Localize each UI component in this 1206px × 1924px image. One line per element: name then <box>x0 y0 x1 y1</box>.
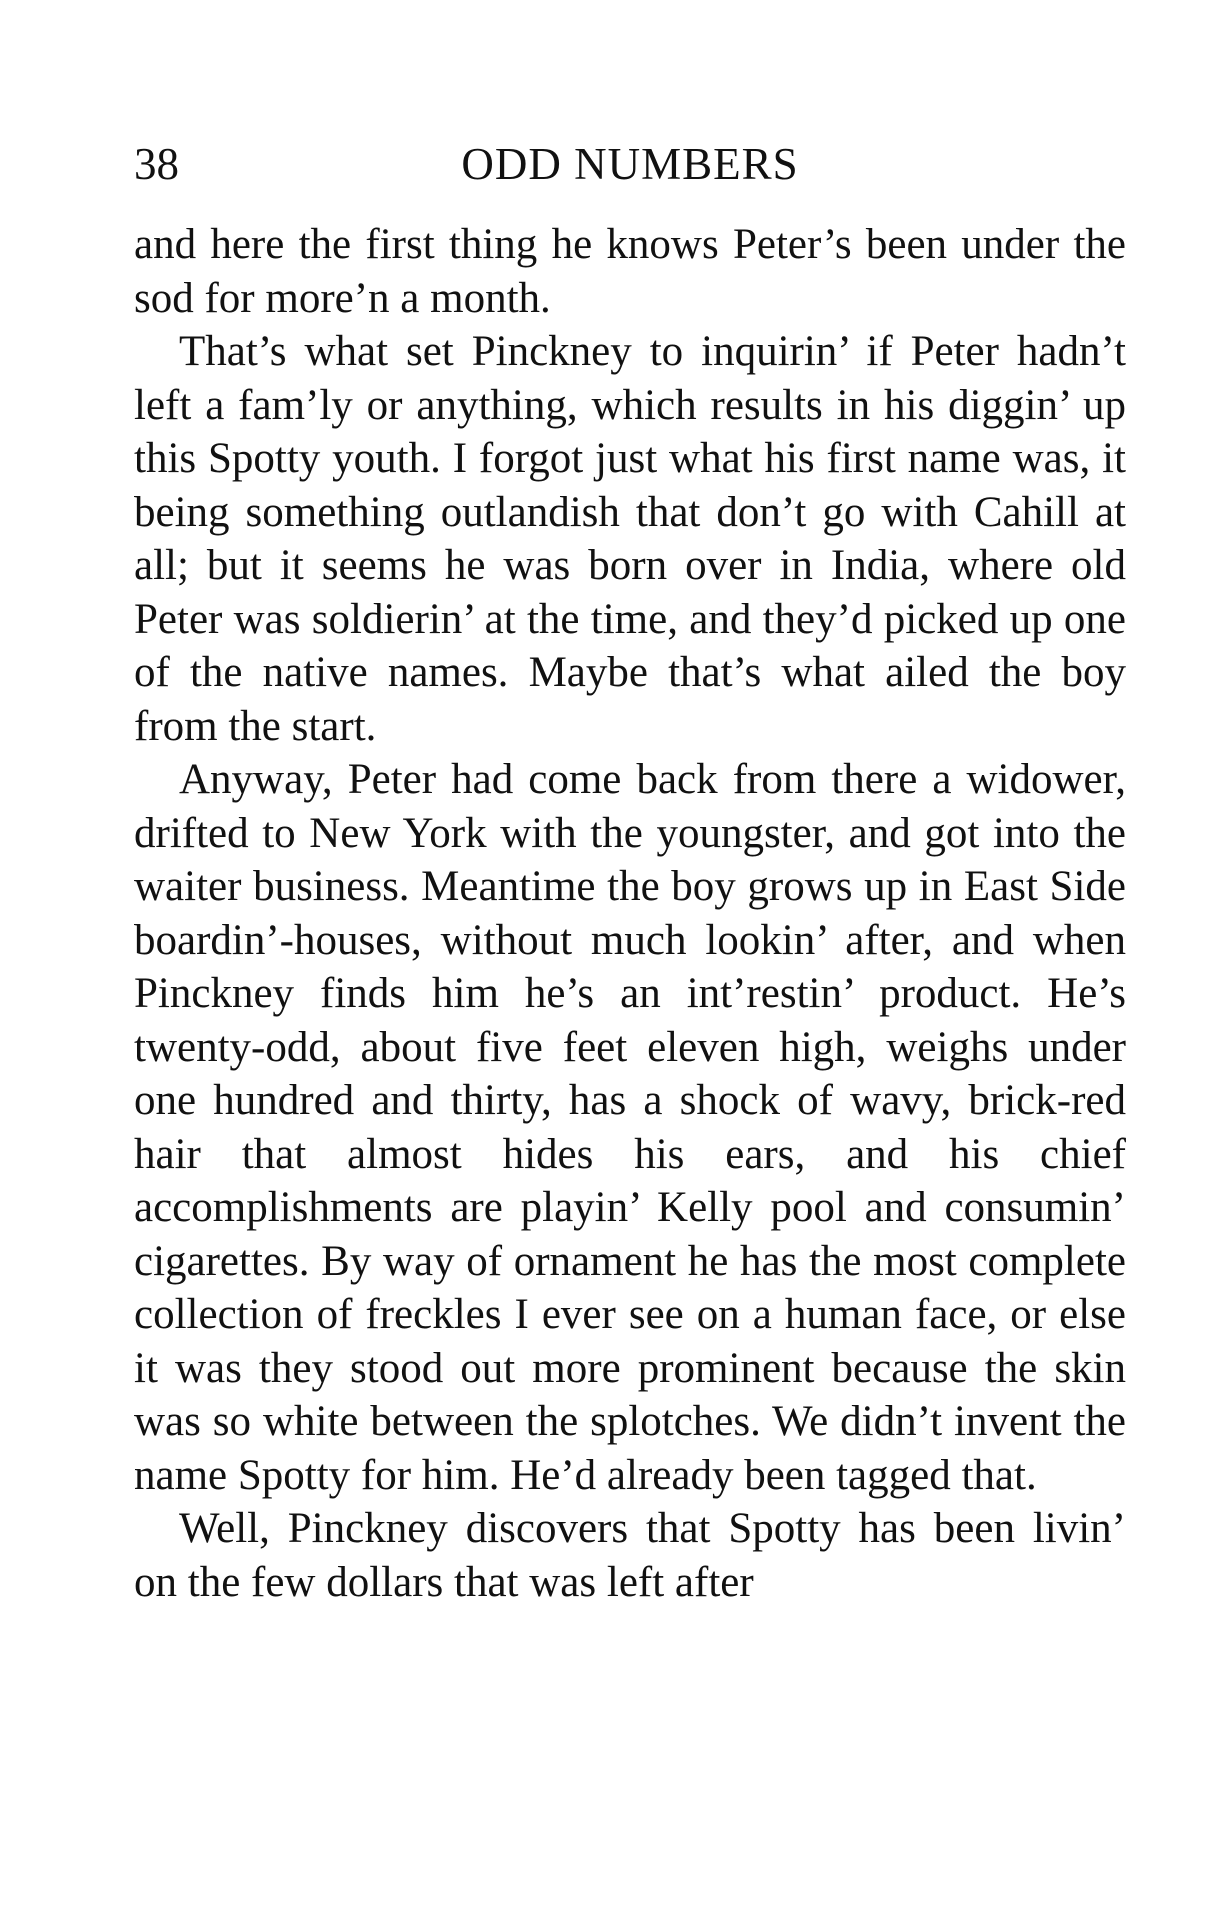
paragraph: That’s what set Pinckney to inquirin’ if Peter hadn’t left a fam’ly or anything, which results in his diggin’ up this Spotty youth. I forgot just what his first name was, it being something outlandish that don’t go with Cahill at all; but it seems he was born over in India, where old Peter was soldierin’ at the time, and they’d picked up one of the native names. Maybe that’s what ailed the boy from the start. <box>134 328 1126 750</box>
page-header <box>134 134 1126 194</box>
paragraph: Anyway, Peter had come back from there a widower, drifted to New York with the youngster, and got into the waiter business. Meantime the boy grows up in East Side boardin’-houses, without much lookin’ after, and when Pinckney finds him he’s an int’restin’ product. He’s twenty-odd, about five feet eleven high, weighs under one hundred and thirty, has a shock of wavy, brick-red hair that almost hides his ears, and his chief accomplishments are playin’ Kelly pool and consumin’ cigarettes. By way of ornament he has the most complete collection of freckles I ever see on a human face, or else it was they stood out more prominent because the skin was so white between the splotches. We didn’t invent the name Spotty for him. He’d already been tagged that. <box>134 756 1126 1499</box>
paragraph-continued: and here the first thing he knows Peter’s been under the sod for more’n a month. <box>134 221 1126 322</box>
running-title: ODD NUMBERS <box>461 139 799 189</box>
paragraph: Well, Pinckney discovers that Spotty has been livin’ on the few dollars that was left after <box>134 1505 1126 1606</box>
page-number: 38 <box>134 139 179 189</box>
body-text <box>134 218 1126 1609</box>
